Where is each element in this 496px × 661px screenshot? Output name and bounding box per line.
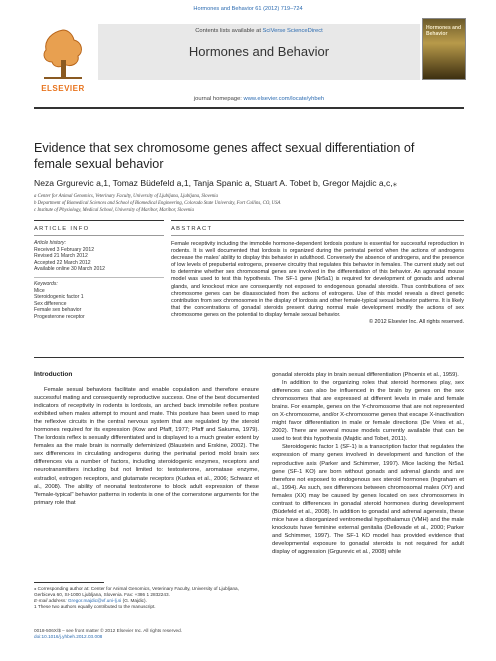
intro-paragraph: gonadal steroids play in brain sexual differentiation (Phoenix et al., 1959). bbox=[272, 372, 459, 378]
intro-right-column bbox=[272, 371, 464, 556]
sciencedirect-link[interactable]: SciVerse ScienceDirect bbox=[262, 28, 323, 34]
article-info-heading: ARTICLE INFO bbox=[34, 226, 90, 232]
journal-homepage bbox=[98, 96, 420, 102]
affiliation-b: b Department of Biomedical Sciences and School of Biomedical Engineering, Colorado State University, Fort Collins, CO, USA bbox=[34, 201, 281, 206]
author-list: Neza Grgurevic a,1, Tomaz Büdefeld a,1, Tanja Spanic a, Stuart A. Tobet b, Gregor Majdic a,c,⁎ bbox=[34, 178, 398, 188]
header-rule bbox=[34, 107, 464, 109]
footnote-rule bbox=[34, 582, 104, 583]
abstract-rule-bottom bbox=[34, 357, 464, 358]
email-label: E-mail address: bbox=[34, 598, 68, 603]
abstract-heading: ABSTRACT bbox=[171, 226, 213, 232]
history-revised: Revised 21 March 2012 bbox=[34, 253, 88, 259]
contents-prefix: Contents lists available at bbox=[195, 28, 263, 34]
article-history bbox=[34, 240, 154, 273]
info-rule-keywords bbox=[34, 277, 164, 278]
keywords-label: Keywords: bbox=[34, 281, 58, 287]
journal-header bbox=[34, 18, 464, 104]
publisher-logo-text: ELSEVIER bbox=[41, 84, 85, 93]
history-accepted: Accepted 22 March 2012 bbox=[34, 259, 91, 266]
history-online: Available online 30 March 2012 bbox=[34, 266, 105, 272]
article-title: Evidence that sex chromosome genes affect sexual differentiation of female sexual behavior bbox=[34, 141, 415, 171]
footnotes bbox=[34, 586, 259, 610]
keyword-item: Steroidogenic factor 1 bbox=[34, 294, 84, 300]
intro-paragraph: In addition to the organizing roles that steroid hormones play, sex differences can also be influenced in the brain by genes on the sex chromosomes that are expressed at different levels in male and female brains. For example, genes on the Y-chromosome that are not represented on X-chromosome, and/or X-chromosome genes that escape X-inactivation might favor differentiation in male or female directions (De Vries et al., 2002). There are several mouse models currently available that can be used to test this hypothesis (Majdic and Tobet, 2011). bbox=[272, 380, 464, 443]
history-label: Article history: bbox=[34, 240, 66, 246]
affiliation-a: a Center for Animal Genomics, Veterinary Faculty, University of Ljubljana, Ljubljana, Slovenia bbox=[34, 194, 218, 199]
corresponding-author: ⁎ Corresponding author at: Center for Animal Genomics, Veterinary Faculty, University of Ljubljana, Gerbiceva 60, SI-1000 Ljubljana, Slovenia. Fax: +386 1 2832243. bbox=[34, 586, 239, 597]
info-rule-top bbox=[34, 220, 164, 221]
homepage-link[interactable]: www.elsevier.com/locate/yhbeh bbox=[243, 96, 325, 102]
intro-left-column bbox=[34, 386, 259, 507]
elsevier-tree-icon bbox=[34, 22, 92, 82]
contents-line bbox=[98, 28, 420, 34]
homepage-prefix: journal homepage: bbox=[193, 96, 244, 102]
abstract-body: Female receptivity including the immobile hormone-dependent lordosis posture is essential for successful reproduction in rodents. It is well documented that lordosis is organized during the perinatal period when the actions of androgens decrease the males' ability to display this behavior in adulthood. Conversely the absence of androgens, and the presence of low levels of prepubertal estrogens, preserve circuitry that regulates this behavior in females. The current study set out to determine whether sex chromosomal genes are involved in the differentiation of this behavior. An agonadal mouse model was used to test this hypothesis. The SF-1 gene (Nr5a1) is required for development of gonads and adrenal glands, and knockout mice are consequently not exposed to endogenous gonadal steroids. Thus contributions of sex chromosome genes can be disassociated from the actions of estrogens. Use of this model reveals a direct genetic contribution from sex chromosomes in the display of lordosis and other female-typical sexual behavior patterns. It is likely that the concentrations of gonadal steroids present during normal male development modify the actions of sex chromosome genes on the potential to display female sexual behavior. bbox=[171, 241, 464, 318]
doi-link[interactable]: doi:10.1016/j.yhbeh.2012.03.008 bbox=[34, 634, 103, 639]
keyword-item: Progesterone receptor bbox=[34, 313, 85, 320]
info-rule-mid bbox=[34, 235, 164, 236]
keyword-item: Mice bbox=[34, 287, 45, 294]
email-link[interactable]: Gregor.majdic@vf.uni-lj.si bbox=[67, 598, 122, 603]
abstract-text bbox=[171, 241, 464, 326]
issn-line: 0018-506X/$ – see front matter © 2012 Elsevier Inc. All rights reserved. bbox=[34, 628, 183, 633]
intro-paragraph: Steroidogenic factor 1 (SF-1) is a transcription factor that regulates the expression of many genes involved in development and function of the reproductive axis (Parker and Schimmer, 1997). Mice lacking the Nr5a1 gene (SF-1 KO) are born without gonads and adrenal glands and are therefore not exposed to endogenous sex steroid hormones (Ingraham et al., 1994). As such, sex differences between chromosomal males (XY) and females (XX) may be caused by genes located on sex chromosomes in contrast to differences in gonadal steroid hormones during development (Büdefeld et al., 2008). In addition to gonadal and adrenal agenesis, these mice have a disorganized ventromedial hypothalamus (VMH) and the male knockouts have feminine external genitalia (Dellovade et al., 2000; Parker and Schimmer, 1997). The SF-1 KO model has provided evidence that developmental exposure to gonadal steroids is not required for adult display of aggression (Grgurevic et al., 2008) while bbox=[272, 444, 464, 556]
copyright: © 2012 Elsevier Inc. All rights reserved. bbox=[369, 319, 464, 326]
elsevier-logo bbox=[34, 22, 92, 92]
journal-cover bbox=[422, 18, 466, 80]
keyword-item: Female sex behavior bbox=[34, 307, 82, 313]
cover-title: Hormones and Behavior bbox=[426, 25, 462, 37]
bottom-info bbox=[34, 628, 259, 640]
keyword-item: Sex difference bbox=[34, 300, 67, 307]
journal-title: Hormones and Behavior bbox=[188, 44, 330, 59]
affiliation-c: c Institute of Physiology, Medical School, University of Maribor, Maribor, Slovenia bbox=[34, 208, 194, 213]
intro-paragraph: Female sexual behaviors facilitate and enable copulation and therefore ensure successful mating and consequently reproductive success. One of the best documented indicators of receptivity in rodents is lordosis, an arched back immobile reflex posture exhibited when males attempt to mount and mate. This posture has been used to map the reflexive circuits in the central nervous system that are regulated by the steroid hormones required for its expression (Kow and Pfaff, 1977; Pfaff and Sakuma, 1979). The lordosis reflex is sexually differentiated and is displayed to a much greater extent by females as the male brain is normally defeminized (Blaustein and Erskine, 2002). The sex differences in circulating androgens during the perinatal period mold brain sex differences via a number of factors, including steroidogenic enzymes, receptors and neurotransmitters including but not limited to: testosterone, aromatase enzyme, estradiol, estrogen receptors, and glutamate receptors (Kudwa et al., 2006; Schwarz et al., 2008). The ability of neonatal testosterone to block adult expression of these "female-typical" behavior patterns in rodents is one of the cornerstone arguments for the primary role that bbox=[34, 387, 259, 506]
keywords bbox=[34, 281, 154, 320]
equal-contribution: 1 These two authors equally contributed to the manuscript. bbox=[34, 604, 156, 609]
email-suffix: (G. Majdic). bbox=[121, 598, 147, 603]
abstract-rule-mid bbox=[171, 235, 464, 236]
history-received: Received 3 February 2012 bbox=[34, 246, 95, 253]
journal-banner bbox=[98, 24, 420, 80]
journal-reference[interactable]: Hormones and Behavior 61 (2012) 719–724 bbox=[193, 6, 303, 12]
abstract-rule-top bbox=[171, 220, 464, 221]
introduction-heading: Introduction bbox=[34, 371, 73, 378]
